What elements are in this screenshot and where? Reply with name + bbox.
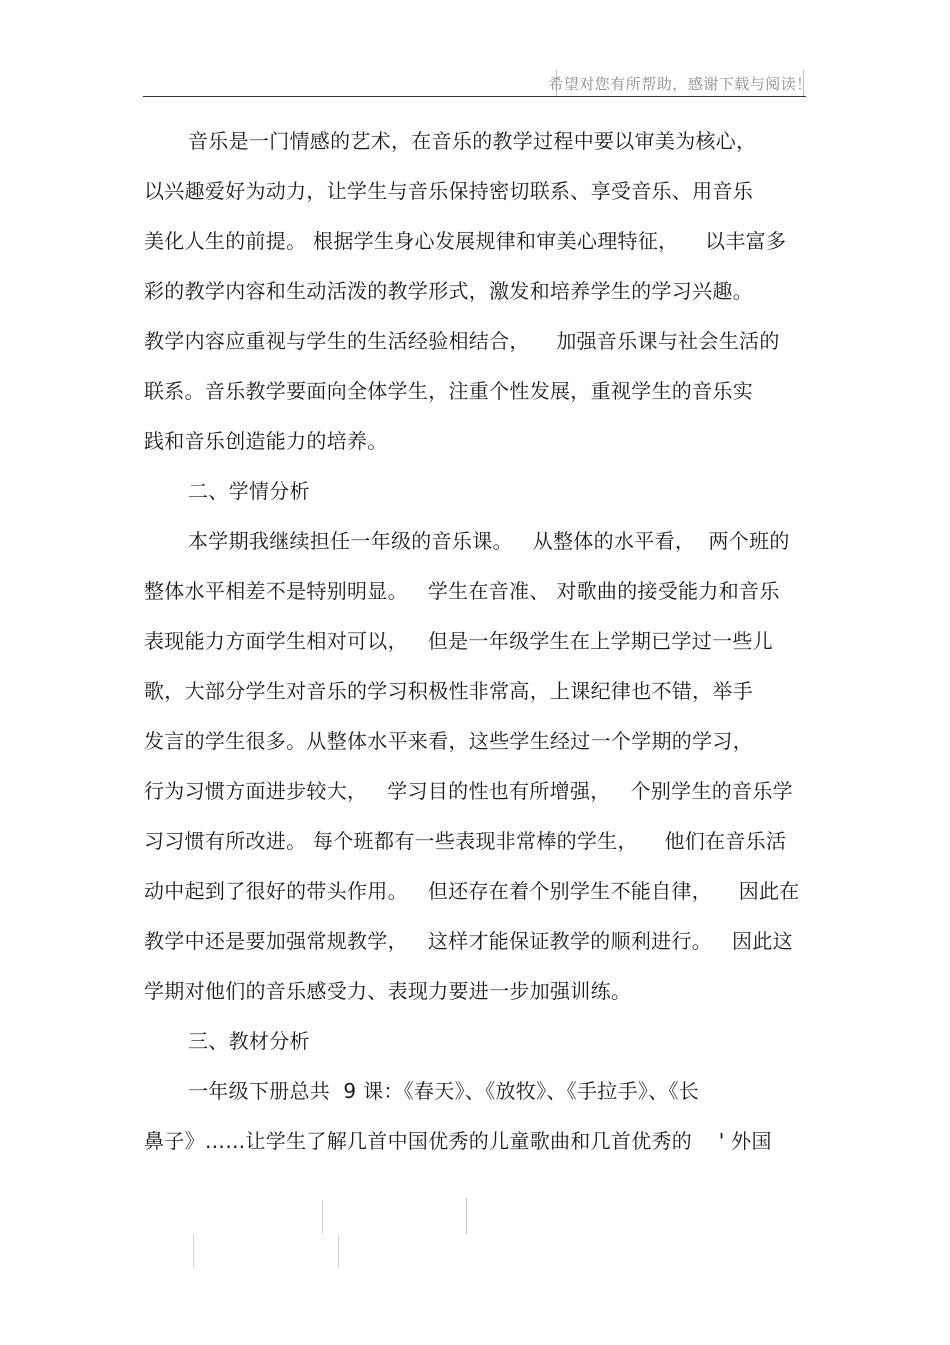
text-line: 表现能力方面学生相对可以， 但是一年级学生在上学期已学过一些儿 xyxy=(144,629,773,653)
text-line: 以兴趣爱好为动力，让学生与音乐保持密切联系、享受音乐、用音乐 xyxy=(144,179,753,203)
text-line: 彩的教学内容和生动活泼的教学形式，激发和培养学生的学习兴趣。 xyxy=(144,279,753,303)
text-line: 一年级下册总共 9 课：《春天》、《放牧》、《手拉手》、《长 xyxy=(188,1079,700,1103)
text-line: 发言的学生很多。从整体水平来看，这些学生经过一个学期的学习， xyxy=(144,729,753,753)
text-line: 联系。音乐教学要面向全体学生，注重个性发展，重视学生的音乐实 xyxy=(144,379,753,403)
text-line: 鼻子》……让学生了解几首中国优秀的儿童歌曲和几首优秀的 ' 外国 xyxy=(144,1129,772,1153)
scan-mark xyxy=(338,1234,339,1268)
section-heading: 三、教材分析 xyxy=(188,1029,310,1053)
text-line: 动中起到了很好的带头作用。 但还存在着个别学生不能自律， 因此在 xyxy=(144,879,800,903)
text-line: 美化人生的前提。 根据学生身心发展规律和审美心理特征， 以丰富多 xyxy=(144,229,787,253)
text-line: 整体水平相差不是特别明显。 学生在音准、 对歌曲的接受能力和音乐 xyxy=(144,579,780,603)
scan-mark xyxy=(193,1234,194,1268)
text-line: 学期对他们的音乐感受力、表现力要进一步加强训练。 xyxy=(144,979,632,1003)
document-body xyxy=(144,116,808,1166)
text-line: 教学内容应重视与学生的生活经验相结合， 加强音乐课与社会生活的 xyxy=(144,329,780,353)
text-line: 音乐是一门情感的艺术，在音乐的教学过程中要以审美为核心， xyxy=(188,129,757,153)
header-banner: 希望对您有所帮助，感谢下载与阅读！ xyxy=(556,70,804,96)
text-line: 践和音乐创造能力的培养。 xyxy=(144,429,388,453)
scan-mark xyxy=(322,1200,323,1234)
text-line: 行为习惯方面进步较大， 学习目的性也有所增强， 个别学生的音乐学 xyxy=(144,779,793,803)
text-line: 本学期我继续担任一年级的音乐课。 从整体的水平看， 两个班的 xyxy=(188,529,790,553)
scan-mark xyxy=(466,1198,467,1234)
section-heading: 二、学情分析 xyxy=(188,479,310,503)
text-line: 习习惯有所改进。 每个班都有一些表现非常棒的学生， 他们在音乐活 xyxy=(144,829,787,853)
text-line: 歌，大部分学生对音乐的学习积极性非常高，上课纪律也不错，举手 xyxy=(144,679,753,703)
header-rule xyxy=(143,96,806,97)
text-line: 教学中还是要加强常规教学， 这样才能保证教学的顺利进行。 因此这 xyxy=(144,929,793,953)
